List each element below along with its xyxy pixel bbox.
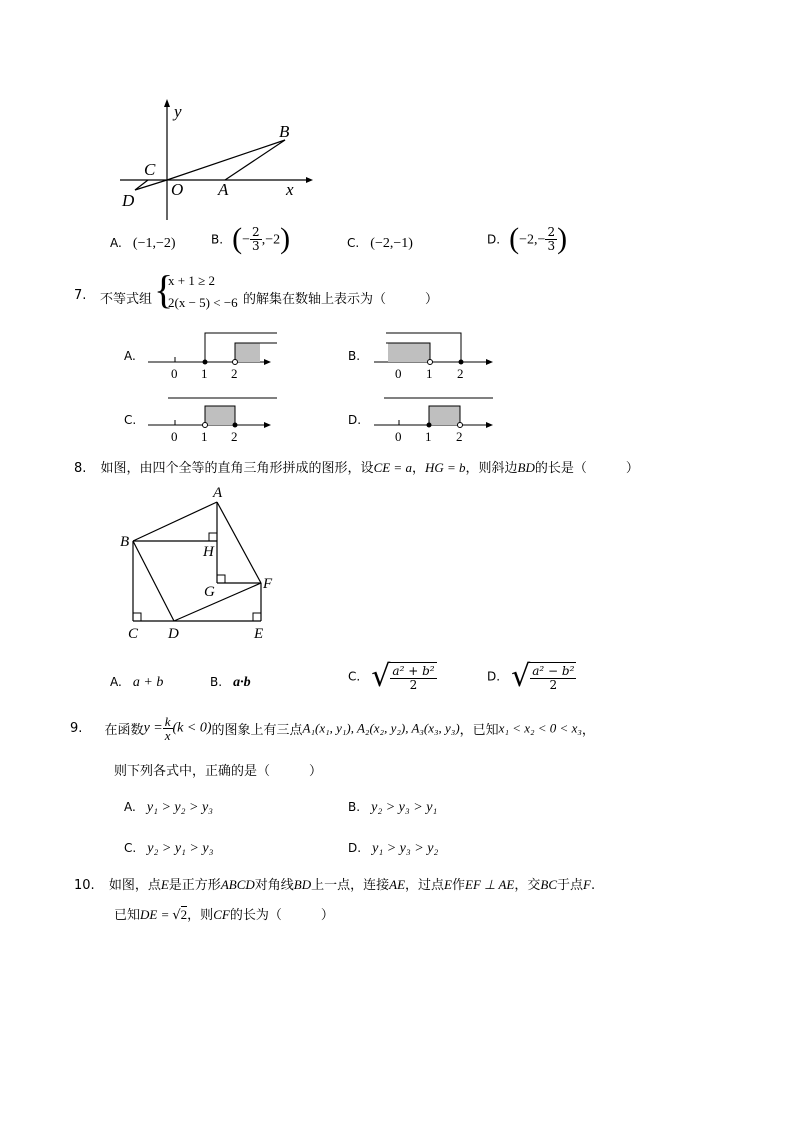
point-e-label: E (254, 626, 264, 642)
q8-hg: HG = b (424, 460, 466, 475)
q7-option-a-number-line[interactable] (140, 325, 290, 383)
q9-end: ， (581, 723, 595, 738)
q10-line2-before: 已知 (114, 908, 141, 923)
fraction-numerator: 2 (252, 224, 260, 239)
option-prefix: −2,− (519, 232, 546, 248)
q8-text: 如图，由四个全等的直角三角形拼成的图形，设 (100, 461, 374, 476)
q10-math-segment: BD (293, 877, 312, 892)
option-letter: D. (487, 669, 501, 684)
q7-option-d-letter[interactable]: D. (348, 413, 362, 427)
q8-option-a[interactable] (110, 671, 163, 691)
q10-math-segment: EF ⊥ AE (465, 877, 515, 892)
tick-label: 1 (426, 366, 433, 381)
option-letter: B. (211, 232, 224, 247)
point-b-label: B (120, 534, 130, 550)
q10-math-segment: ABCD (220, 877, 255, 892)
q9-text-known: ，已知 (459, 723, 499, 738)
q9-stem-line1 (70, 715, 595, 742)
tick-label: 1 (201, 429, 208, 444)
option-value: (−2,−1) (370, 236, 413, 251)
q10-stem-line2: 已知DE = √2，则CF的长为（ ） (114, 907, 334, 923)
option-letter: B. (348, 800, 361, 814)
q10-text-segment: 于点 (557, 878, 584, 893)
tick-label: 1 (201, 366, 208, 381)
q10-line2-mid: ，则 (187, 908, 214, 923)
q6-coordinate-figure (110, 95, 320, 225)
fraction-denominator: 2 (549, 677, 558, 692)
q10-math-segment: AE (389, 877, 406, 892)
option-letter: C. (124, 841, 137, 855)
q10-line1-text (109, 878, 595, 893)
fraction-numerator: k (164, 714, 171, 729)
tick-label: 2 (231, 366, 238, 381)
point-b-label: B (279, 122, 290, 141)
fraction-numerator: a² − b² (532, 663, 575, 678)
q9-known: x₁ < x₂ < 0 < x₃ (498, 720, 582, 736)
fraction-numerator: a² + b² (392, 663, 435, 678)
q8-text-after: ，则斜边 (465, 461, 518, 476)
q10-de: DE = (140, 907, 170, 922)
option-letter: B. (210, 675, 223, 689)
q9-points: A₁(x₁, y₁), A₂(x₂, y₂), A₃(x₃, y₃) (302, 720, 460, 736)
point-a-label: A (218, 180, 229, 199)
point-c-label: C (144, 160, 156, 179)
option-suffix: ,−2 (261, 232, 281, 248)
q6-option-b[interactable]: B. (− $\frac{2}{3}$ ,−2) (211, 222, 291, 255)
q9-stem-line2: 则下列各式中，正确的是（ ） (114, 764, 323, 779)
q10-math-segment: E (160, 877, 169, 892)
fraction-denominator: 3 (547, 238, 556, 253)
tick-label: 2 (457, 366, 464, 381)
q7-option-c-letter[interactable]: C. (124, 413, 137, 427)
option-value: (−1,−2) (132, 236, 176, 251)
q7-brace: { (154, 267, 174, 312)
point-c-label: C (128, 626, 139, 642)
y-axis-label: y (174, 102, 182, 121)
point-h-label: H (203, 544, 214, 560)
option-letter: D. (487, 232, 501, 247)
fraction-numerator: 2 (547, 224, 556, 239)
q7-option-b-letter[interactable]: B. (348, 349, 361, 363)
q7-option-b-number-line[interactable] (366, 325, 506, 383)
point-f-label: F (263, 576, 273, 592)
option-letter: A. (124, 800, 136, 814)
tick-label: 0 (171, 366, 178, 381)
q10-text-segment: ，过点 (405, 878, 445, 893)
q9-func-condition: (k < 0) (172, 720, 212, 736)
q8-option-d[interactable]: D. √ $\frac{\text{a² − b²}}{2}$ (487, 659, 575, 694)
q8-triangle-figure (115, 484, 280, 644)
q8-number: 8. (74, 461, 87, 476)
q10-math-segment: E (444, 877, 452, 892)
tick-label: 0 (395, 366, 402, 381)
q10-text-segment: 如图，点 (108, 878, 161, 893)
q6-option-a[interactable] (110, 232, 176, 252)
point-a-label: A (213, 485, 223, 501)
q7-inequality-2: 2(x − 5) < −6 (168, 295, 238, 310)
q8-bd: BD (517, 460, 535, 475)
tick-label: 1 (425, 429, 432, 444)
q8-tail: 的长是（ ） (534, 461, 639, 476)
tick-label: 0 (171, 429, 178, 444)
q9-text: 在函数 (104, 723, 144, 738)
fraction-denominator: 3 (252, 238, 260, 253)
q8-option-b[interactable] (210, 671, 251, 691)
x-axis-label: x (286, 180, 294, 199)
q9-number: 9. (70, 721, 83, 736)
fraction-denominator: x (164, 728, 171, 743)
q6-option-c[interactable] (347, 232, 413, 252)
q9-text-mid: 的图象上有三点 (211, 723, 303, 738)
option-letter: A. (110, 675, 122, 689)
option-prefix: − (242, 232, 251, 248)
q10-text-segment: . (590, 878, 596, 893)
origin-label: O (171, 180, 184, 199)
q7-option-c-number-line[interactable] (140, 390, 290, 446)
q10-sqrt-value: 2 (180, 907, 188, 922)
option-value: y₁ > y₂ > y₃ (146, 800, 214, 815)
q9-func-y: y = (143, 720, 163, 736)
q10-text-segment: 作 (452, 878, 466, 893)
q10-math-segment: F (583, 877, 591, 892)
q10-cf: CF (213, 907, 230, 922)
q10-text-segment: 上一点，连接 (311, 878, 390, 893)
q10-math-segment: BC (540, 877, 558, 892)
q8-ce: CE = a (373, 460, 412, 475)
q7-option-d-number-line[interactable] (366, 390, 506, 446)
option-letter: D. (348, 841, 362, 855)
point-g-label: G (204, 584, 215, 600)
tick-label: 2 (456, 429, 463, 444)
option-value: y₂ > y₃ > y₁ (371, 800, 438, 815)
q10-number: 10. (74, 878, 95, 893)
q10-text-segment: 对角线 (254, 878, 294, 893)
tick-label: 2 (231, 429, 238, 444)
option-value: a·b (233, 675, 251, 690)
q10-text-segment: ，交 (514, 878, 541, 893)
q7-inequality-1: x + 1 ≥ 2 (168, 273, 215, 288)
q6-option-d[interactable]: D. (−2,− $\frac{2}{3}$ ) (487, 222, 568, 255)
option-letter: A. (110, 236, 122, 250)
q8-stem (74, 457, 639, 476)
q9-option-b[interactable] (348, 796, 437, 816)
q7-number: 7. (74, 288, 87, 303)
q9-option-c[interactable] (124, 837, 213, 857)
q7-tail-text: 的解集在数轴上表示为（ ） (243, 292, 439, 307)
q8-option-c[interactable]: C. √ $\frac{\text{a² + b²}}{2}$ (348, 659, 435, 694)
point-d-label: D (168, 626, 179, 642)
option-value: a + b (132, 675, 164, 690)
q7-option-a-letter[interactable]: A. (124, 349, 136, 363)
option-letter: C. (348, 669, 361, 684)
option-value: y₁ > y₃ > y₂ (372, 841, 439, 856)
q10-stem-line1 (74, 874, 595, 893)
option-letter: C. (347, 236, 360, 250)
q9-option-a[interactable] (124, 796, 213, 816)
point-d-label: D (122, 191, 135, 210)
tick-label: 0 (395, 429, 402, 444)
fraction-denominator: 2 (409, 677, 418, 692)
q10-text-segment: 是正方形 (168, 878, 221, 893)
q10-line2-tail: 的长为（ ） (229, 908, 334, 923)
q7-lead-text: 不等式组 (100, 292, 153, 307)
option-value: y₂ > y₁ > y₃ (147, 841, 214, 856)
q9-option-d[interactable] (348, 837, 438, 857)
q8-sep: ， (411, 461, 425, 476)
